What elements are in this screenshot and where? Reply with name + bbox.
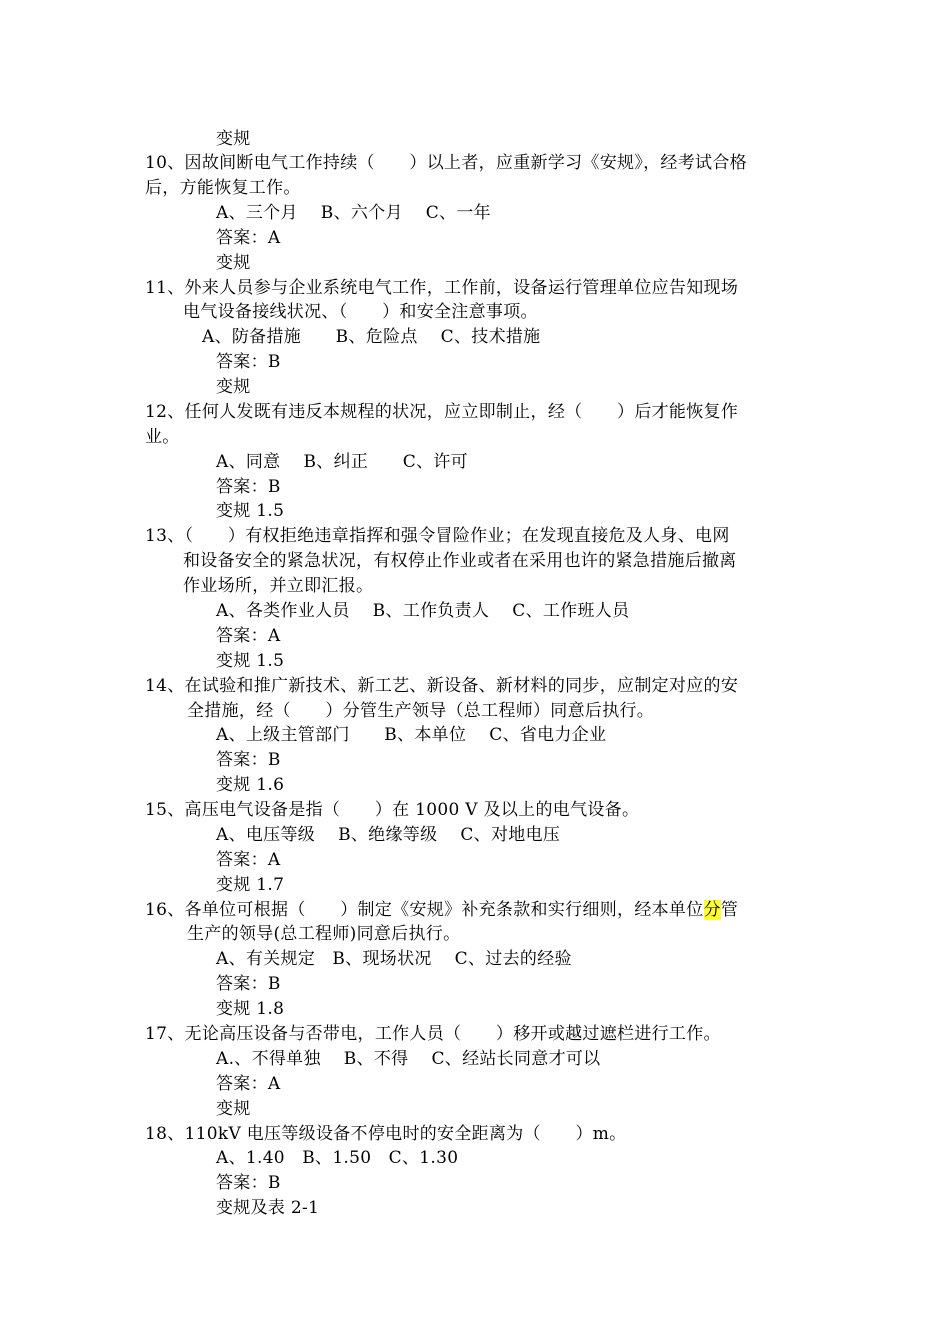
text-line: 变规 1.6	[216, 775, 285, 795]
text-line: 变规 1.7	[216, 875, 285, 895]
answer-line: 答案：B	[216, 352, 281, 372]
question-line: 和设备安全的紧急状况，有权停止作业或者在采用也许的紧急措施后撤离	[183, 551, 737, 571]
text-line: 变规 1.5	[216, 501, 285, 521]
text-segment: 管	[720, 900, 739, 920]
text-line: 变规	[216, 377, 251, 397]
answer-line: 答案：A	[216, 228, 281, 248]
answer-line: 答案：B	[216, 477, 281, 497]
text-line: 变规及表 2-1	[216, 1198, 320, 1218]
question-line: 全措施，经（ ）分管生产领导（总工程师）同意后执行。	[187, 701, 655, 721]
options-line: A、电压等级 B、绝缘等级 C、对地电压	[216, 825, 561, 845]
options-line: A.、不得单独 B、不得 C、经站长同意才可以	[216, 1049, 601, 1069]
question-line: 15、高压电气设备是指（ ）在 1000 V 及以上的电气设备。	[145, 800, 640, 820]
question-line: 电气设备接线状况、（ ）和安全注意事项。	[183, 302, 538, 322]
question-line: 13、（ ）有权拒绝违章指挥和强令冒险作业；在发现直接危及人身、电网	[145, 526, 730, 546]
answer-line: 答案：B	[216, 974, 281, 994]
options-line: A、1.40 B、1.50 C、1.30	[216, 1148, 459, 1168]
question-line: 10、因故间断电气工作持续（ ）以上者，应重新学习《安规》，经考试合格	[145, 153, 747, 173]
question-line: 14、在试验和推广新技术、新工艺、新设备、新材料的同步，应制定对应的安	[145, 676, 739, 696]
answer-line: 答案：A	[216, 626, 281, 646]
answer-line: 答案：A	[216, 1074, 281, 1094]
question-line: 12、任何人发既有违反本规程的状况，应立即制止，经（ ）后才能恢复作	[145, 402, 739, 422]
question-line: 17、无论高压设备与否带电，工作人员（ ）移开或越过遮栏进行工作。	[145, 1024, 721, 1044]
options-line: A、三个月 B、六个月 C、一年	[216, 203, 491, 223]
text-line: 变规	[216, 253, 251, 273]
question-line: 生产的领导(总工程师)同意后执行。	[187, 924, 461, 944]
answer-line: 答案：A	[216, 850, 281, 870]
question-line: 作业场所，并立即汇报。	[183, 576, 374, 596]
answer-line: 答案：B	[216, 1173, 281, 1193]
text-line: 变规 1.8	[216, 999, 285, 1019]
options-line: A、有关规定 B、现场状况 C、过去的经验	[216, 949, 572, 969]
text-line: 变规 1.5	[216, 651, 285, 671]
question-line: 业。	[145, 427, 180, 447]
answer-line: 答案：B	[216, 750, 281, 770]
options-line: A、同意 B、纠正 C、许可	[216, 452, 468, 472]
question-line: 后，方能恢复工作。	[145, 178, 301, 198]
options-line: A、上级主管部门 B、本单位 C、省电力企业	[216, 725, 607, 745]
text-line: 变规	[216, 129, 251, 149]
question-line: 11、外来人员参与企业系统电气工作，工作前，设备运行管理单位应告知现场	[145, 278, 739, 298]
text-segment: 16、各单位可根据（ ）制定《安规》补充条款和实行细则，经本单位	[145, 900, 704, 920]
highlighted-text: 分	[703, 900, 721, 920]
question-line	[145, 898, 738, 922]
options-line: A、防备措施 B、危险点 C、技术措施	[202, 327, 541, 347]
text-line: 变规	[216, 1099, 251, 1119]
question-line: 18、110kV 电压等级设备不停电时的安全距离为（ ）m。	[145, 1124, 627, 1144]
options-line: A、各类作业人员 B、工作负责人 C、工作班人员	[216, 601, 630, 621]
